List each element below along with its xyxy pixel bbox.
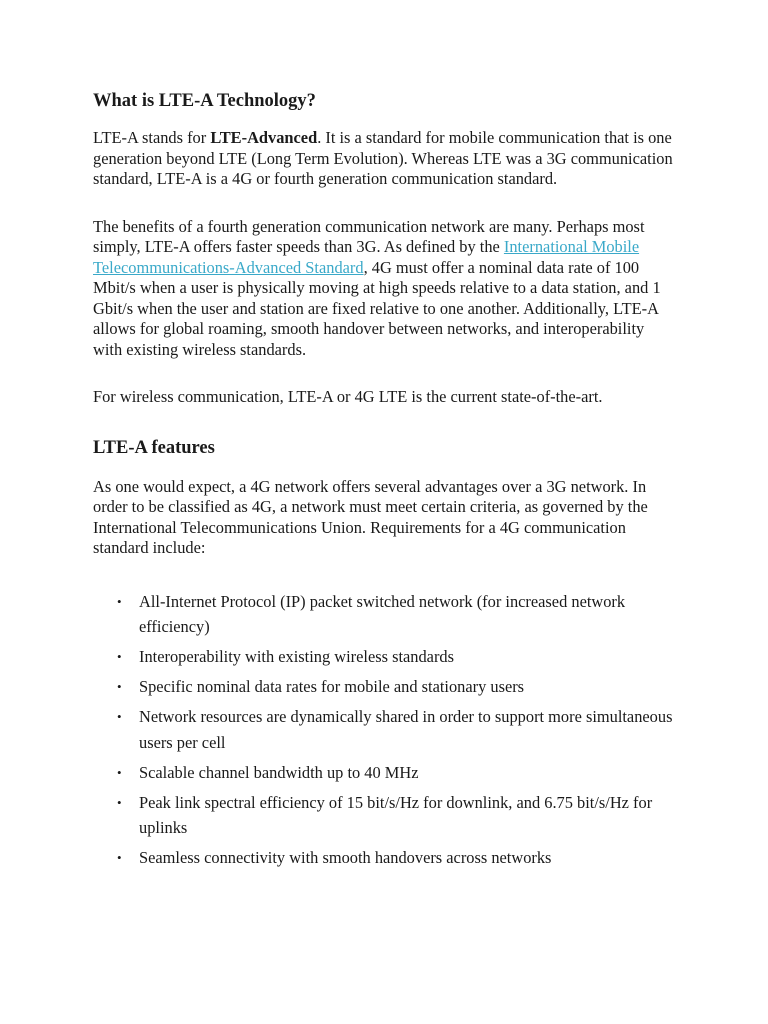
feature-list xyxy=(93,589,673,871)
document-page xyxy=(93,88,673,875)
bullet-icon: • xyxy=(117,794,122,810)
list-item-text: Specific nominal data rates for mobile and stationary users xyxy=(139,677,525,696)
section-heading-lte-a-features: LTE-A features xyxy=(93,437,215,458)
list-item-text: Interoperability with existing wireless standards xyxy=(139,647,454,666)
bullet-icon: • xyxy=(117,649,122,664)
list-item xyxy=(93,644,673,670)
list-item-text: All-Internet Protocol (IP) packet switched network (for increased network efficiency) xyxy=(139,591,626,636)
list-item xyxy=(93,589,673,640)
text-span: . It is a standard for mobile communication that is one generation beyond LTE (Long Term Evolution). Whereas LTE was a 3G communication standard, LTE-A is a 4G or fourth generation communication standard. xyxy=(93,128,673,188)
list-item xyxy=(93,704,673,755)
list-item-text: Scalable channel bandwidth up to 40 MHz xyxy=(139,762,419,782)
paragraph-benefits xyxy=(93,217,673,361)
bullet-icon: • xyxy=(117,764,122,780)
bullet-icon: • xyxy=(117,679,122,694)
imt-advanced-link[interactable]: International Mobile Telecommunications-Advanced Standard xyxy=(93,237,640,277)
list-item xyxy=(93,845,673,871)
list-item xyxy=(93,674,673,700)
bullet-icon: • xyxy=(117,709,122,724)
list-item xyxy=(93,790,673,841)
list-item xyxy=(93,760,673,786)
paragraph-4g-advantages: As one would expect, a 4G network offers several advantages over a 3G network. In order to be classified as 4G, a network must meet certain criteria, as governed by the International Telecommunications Union. Requirements for a 4G communication standard include: xyxy=(93,476,648,557)
list-item-text: Seamless connectivity with smooth handovers across networks xyxy=(139,848,552,867)
bold-term-lte-advanced: LTE-Advanced xyxy=(210,128,318,147)
list-item-text: Network resources are dynamically shared in order to support more simultaneous users per cell xyxy=(139,707,673,752)
text-span: The benefits of a fourth generation communication network are many. Perhaps most simply, LTE-A offers faster speeds than 3G. As defined by the xyxy=(93,216,645,256)
section-heading-what-is-lte-a: What is LTE-A Technology? xyxy=(93,91,316,111)
paragraph-lte-a-definition xyxy=(93,128,673,190)
text-span: LTE-A stands for xyxy=(93,128,211,147)
text-span: , 4G must offer a nominal data rate of 100 Mbit/s when a user is physically moving at high speeds relative to a data station, and 1 Gbit/s when the user and station are fixed relative to one another. Additionally, LTE-A allows for global roaming, smooth handover between networks, and interoperability with existing wireless standards. xyxy=(93,257,661,359)
list-item-text: Peak link spectral efficiency of 15 bit/s/Hz for downlink, and 6.75 bit/s/Hz for uplinks xyxy=(139,792,653,837)
paragraph-state-of-the-art: For wireless communication, LTE-A or 4G LTE is the current state-of-the-art. xyxy=(93,387,603,406)
bullet-icon: • xyxy=(117,593,122,609)
bullet-icon: • xyxy=(117,850,122,865)
